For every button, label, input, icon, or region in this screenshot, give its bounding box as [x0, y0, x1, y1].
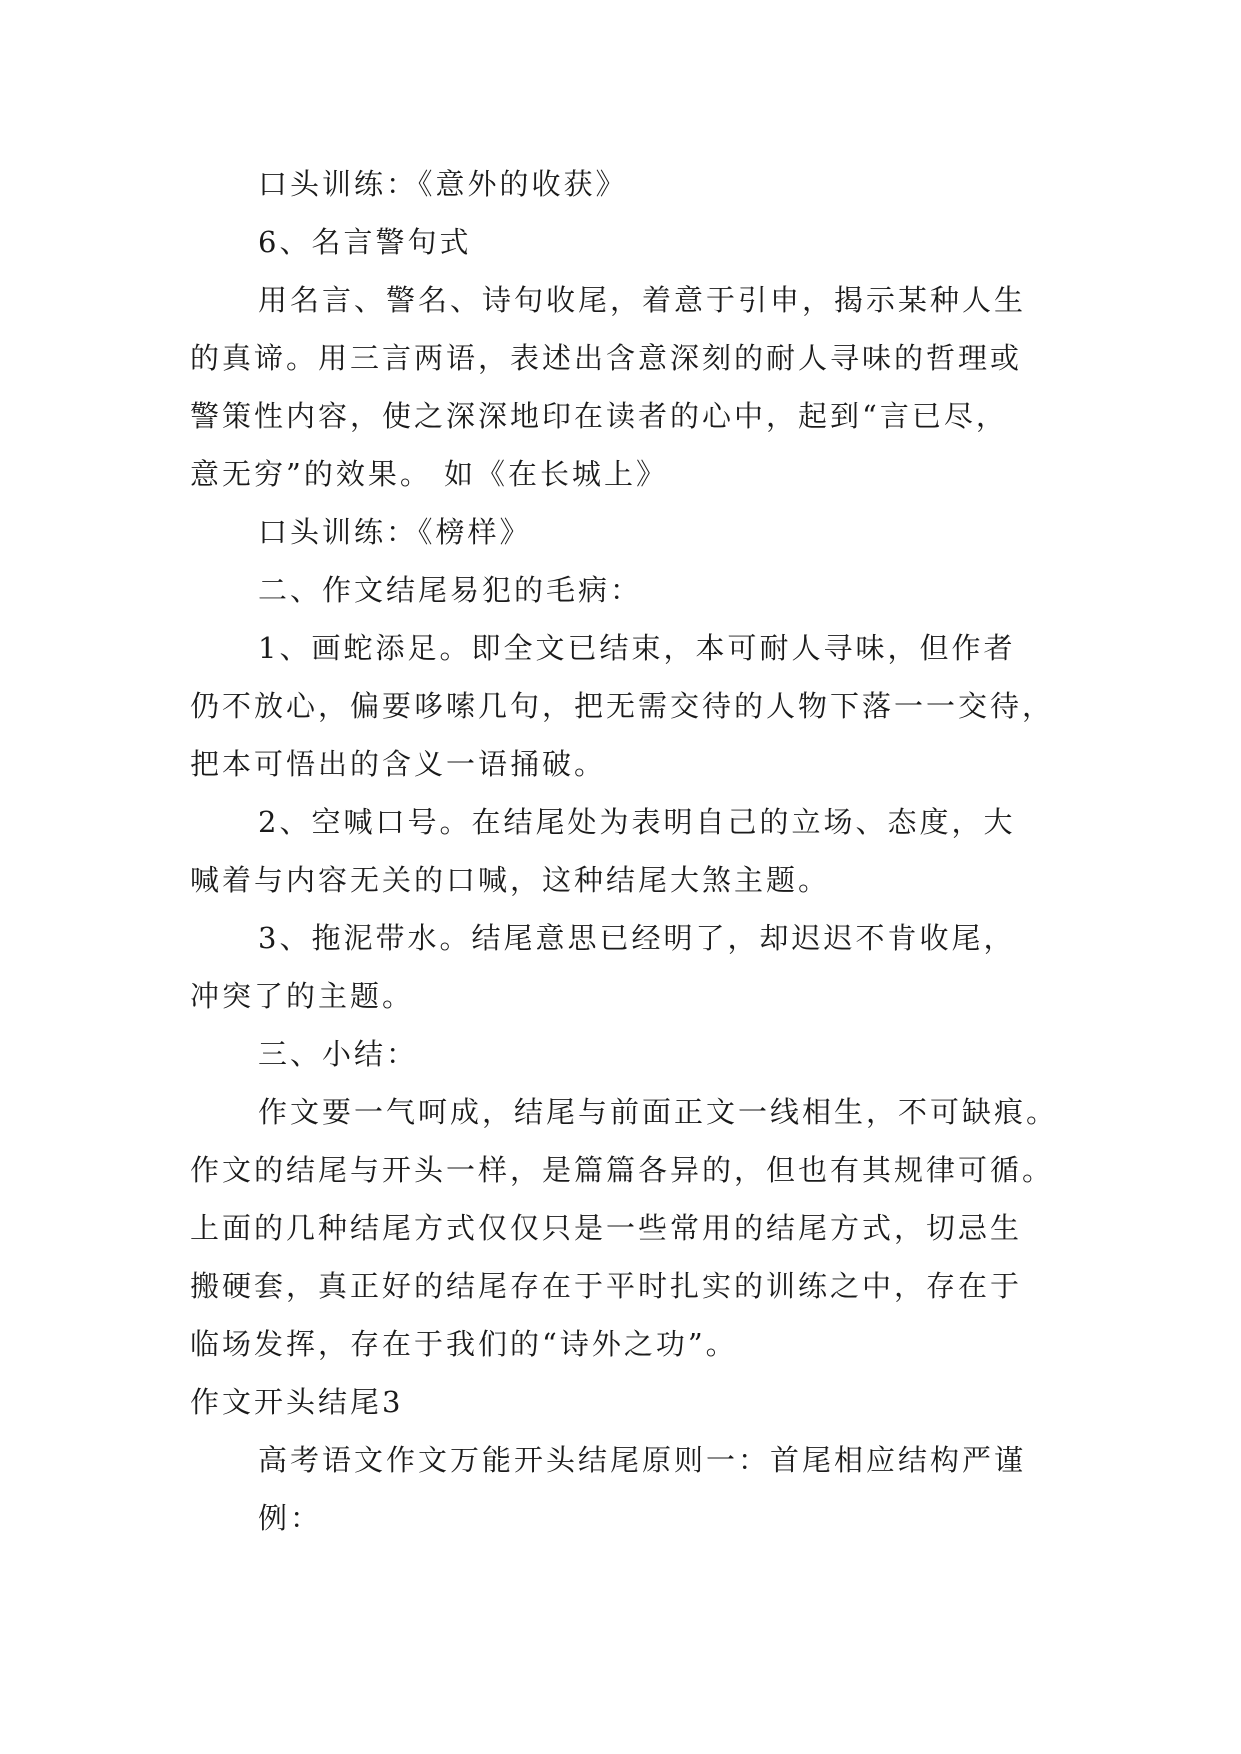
text-line: 仍不放心，偏要哆嗦几句，把无需交待的人物下落一一交待，	[190, 689, 1055, 723]
section-heading: 二、作文结尾易犯的毛病：	[258, 573, 643, 607]
text-line: 2、空喊口号。在结尾处为表明自己的立场、态度，大	[258, 805, 1016, 839]
text-line: 高考语文作文万能开头结尾原则一：首尾相应结构严谨	[258, 1443, 1027, 1477]
section-heading: 6、名言警句式	[258, 225, 472, 259]
text-line: 用名言、警名、诗句收尾，着意于引申，揭示某种人生	[258, 283, 1027, 317]
text-line: 搬硬套，真正好的结尾存在于平时扎实的训练之中，存在于	[190, 1269, 1023, 1303]
text-line: 上面的几种结尾方式仅仅只是一些常用的结尾方式，切忌生	[190, 1211, 1023, 1245]
text-line: 作文的结尾与开头一样，是篇篇各异的，但也有其规律可循。	[190, 1153, 1055, 1187]
text-line: 把本可悟出的含义一语捅破。	[190, 747, 607, 781]
text-line: 口头训练：《榜样》	[258, 515, 532, 549]
text-line: 1、画蛇添足。即全文已结束，本可耐人寻味，但作者	[258, 631, 1016, 665]
text-line: 意无穷”的效果。 如《在长城上》	[190, 457, 669, 491]
text-line: 口头训练：《意外的收获》	[258, 167, 628, 201]
text-line: 临场发挥，存在于我们的“诗外之功”。	[190, 1327, 738, 1361]
text-line: 例：	[258, 1501, 323, 1535]
section-heading: 三、小结：	[258, 1037, 419, 1071]
text-line: 冲突了的主题。	[190, 979, 415, 1013]
text-line: 警策性内容，使之深深地印在读者的心中，起到“言已尽，	[190, 399, 1008, 433]
text-line: 喊着与内容无关的口喊，这种结尾大煞主题。	[190, 863, 831, 897]
text-line: 作文要一气呵成，结尾与前面正文一线相生，不可缺痕。	[258, 1095, 1059, 1129]
text-line: 3、拖泥带水。结尾意思已经明了，却迟迟不肯收尾，	[258, 921, 1016, 955]
article-title: 作文开头结尾3	[190, 1385, 404, 1419]
document-body	[190, 155, 1059, 1547]
text-line: 的真谛。用三言两语，表述出含意深刻的耐人寻味的哲理或	[190, 341, 1023, 375]
